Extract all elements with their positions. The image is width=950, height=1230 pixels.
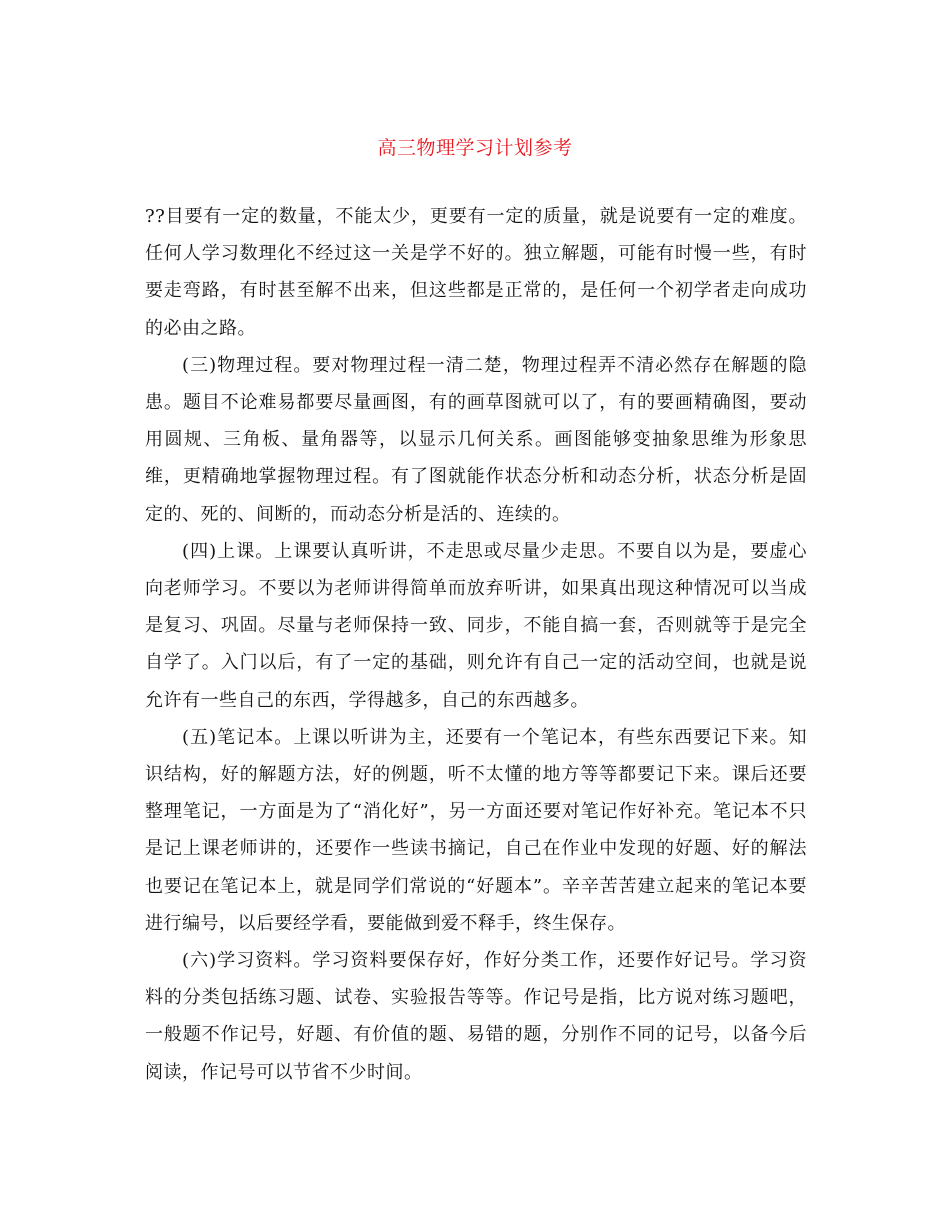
paragraph-class-attendance: (四)上课。上课要认真听讲，不走思或尽量少走思。不要自以为是，要虚心向老师学习。不要以为老师讲得简单而放弃听讲，如果真出现这种情况可以当成是复习、巩固。尽量与老师保持一致、同步，不能自搞一套，否则就等于是完全自学了。入门以后，有了一定的基础，则允许有自己一定的活动空间，也就是说允许有一些自己的东西，学得越多，自己的东西越多。 (145, 540, 807, 711)
document-body (145, 198, 807, 1091)
paragraph-study-materials: (六)学习资料。学习资料要保存好，作好分类工作，还要作好记号。学习资料的分类包括练习题、试卷、实验报告等等。作记号是指，比方说对练习题吧，一般题不作记号，好题、有价值的题、易错的题，分别作不同的记号，以备今后阅读，作记号可以节省不少时间。 (145, 950, 807, 1083)
paragraph-physics-process: (三)物理过程。要对物理过程一清二楚，物理过程弄不清必然存在解题的隐患。题目不论难易都要尽量画图，有的画草图就可以了，有的要画精确图，要动用圆规、三角板、量角器等，以显示几何关系。画图能够变抽象思维为形象思维，更精确地掌握物理过程。有了图就能作状态分析和动态分析，状态分析是固定的、死的、间断的，而动态分析是活的、连续的。 (145, 354, 807, 525)
paragraph-1: ??目要有一定的数量，不能太少，更要有一定的质量，就是说要有一定的难度。任何人学习数理化不经过这一关是学不好的。独立解题，可能有时慢一些，有时要走弯路，有时甚至解不出来，但这些都是正常的，是任何一个初学者走向成功的必由之路。 (145, 206, 807, 339)
paragraph-notebook: (五)笔记本。上课以听讲为主，还要有一个笔记本，有些东西要记下来。知识结构，好的解题方法，好的例题，听不太懂的地方等等都要记下来。课后还要整理笔记，一方面是为了“消化好”，另一方面还要对笔记作好补充。笔记本不只是记上课老师讲的，还要作一些读书摘记，自己在作业中发现的好题、好的解法也要记在笔记本上，就是同学们常说的“好题本”。辛辛苦苦建立起来的笔记本要进行编号，以后要经学看，要能做到爱不释手，终生保存。 (145, 726, 807, 934)
document-title: 高三物理学习计划参考 (377, 137, 573, 159)
